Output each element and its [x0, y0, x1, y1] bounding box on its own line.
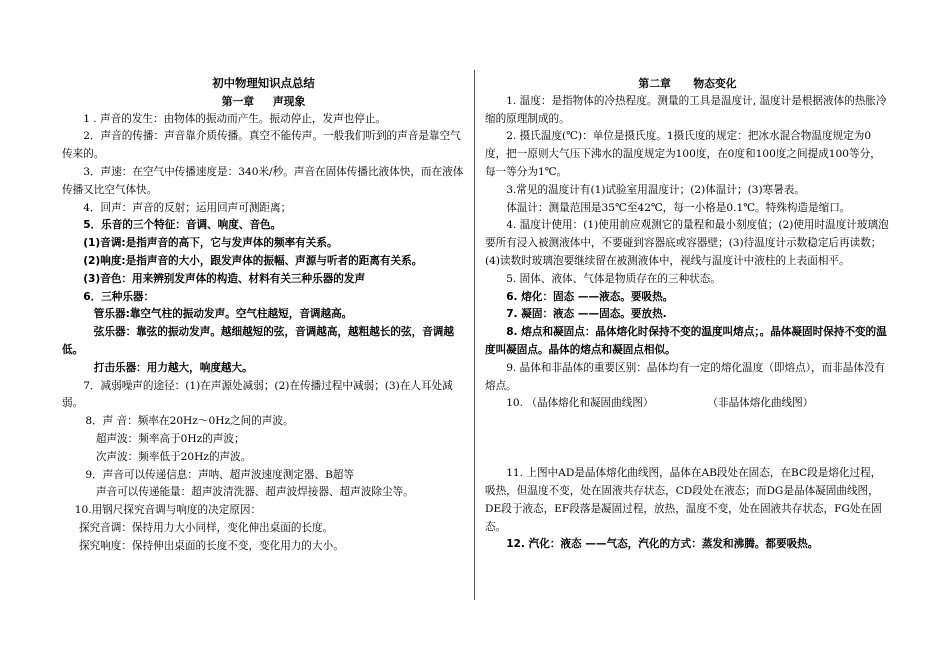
item-curve-explanation: 11. 上图中AD是晶体熔化曲线图，晶体在AB段处在固态，在BC段是熔化过程，吸热，但温度不变，处在固液共存状态，CD段处在液态；而DG是晶体凝固曲线图，DE段于液态，EF段落是凝固过程，放热，温度不变，处在固液共存状态，FG处在固态。: [485, 467, 882, 533]
document-title: 初中物理知识点总结: [212, 76, 315, 90]
item-sound-origin: 1 . 声音的发生：由物体的振动而产生。振动停止，发声也停止。: [83, 112, 387, 125]
item-sound-frequency: 8．声 音：频率在20Hz～0Hz之间的声波。: [85, 415, 294, 428]
item-crystal-difference: 9. 晶体和非晶体的重要区别：晶体均有一定的熔化温度（即熔点），而非晶体没有熔点。: [485, 361, 886, 392]
item-wind-instrument: 管乐器:靠空气柱的振动发声。空气柱越短，音调越高。: [93, 308, 353, 321]
chapter-2-heading: 第二章 物态变化: [638, 77, 737, 90]
item-explore-pitch: 探究音调：保持用力大小同样，变化伸出桌面的长度。: [78, 521, 334, 534]
item-ruler-experiment: 10.用钢尺探究音调与响度的决定原因：: [74, 504, 262, 517]
item-melting-point: 8. 熔点和凝固点：晶体熔化时保持不变的温度叫熔点；。晶体凝固时保持不变的温度叫凝固点。晶体的熔点和凝固点相似。: [485, 326, 887, 356]
item-melting: 6. 熔化：固态 ——液态。要吸热。: [506, 290, 674, 303]
item-string-instrument: 弦乐器：靠弦的振动发声。越细越短的弦，音调越高，越粗越长的弦，音调越低。: [62, 326, 454, 356]
column-divider: [474, 70, 475, 600]
item-thermometer-usage: 4. 温度计使用：(1)使用前应观测它的量程和最小刻度值；(2)使用时温度计玻璃泡要所有浸入被测液体中，不要碰到容器底或容器壁；(3)待温度计示数稳定后再读数；(4)读数时玻璃泡要继续留在被测液体中，视线与温度计中液柱的上表面相平。: [485, 219, 889, 267]
chapter-1-heading: 第一章 声现象: [221, 94, 306, 108]
item-solidification: 7. 凝固：液态 ——固态。要放热.: [506, 308, 667, 321]
item-states-of-matter: 5. 固体、液体、气体是物质存在的三种状态。: [506, 272, 721, 285]
item-thermometer-types: 3.常见的温度计有(1)试验室用温度计；(2)体温计；(3)寒暑表。: [506, 183, 805, 196]
item-temperature: 1. 温度：是指物体的冷热程度。测量的工具是温度计, 温度计是根据液体的热胀冷缩的原理制成的。: [485, 94, 887, 125]
item-sound-propagation: 2．声音的传播：声音靠介质传播。真空不能传声。一般我们听到的声音是靠空气传来的。: [62, 130, 461, 161]
figure-placeholder: [485, 413, 890, 465]
item-loudness: (2)响度:是指声音的大小，跟发声体的振幅、声源与听者的距离有关系。: [83, 254, 423, 267]
item-curve-captions: 10. （晶体熔化和凝固曲线图） （非晶体熔化曲线图）: [506, 397, 814, 410]
left-column: [62, 75, 465, 556]
item-sound-energy: 声音可以传递能量：超声波清洗器、超声波焊接器、超声波除尘等。: [95, 486, 414, 499]
item-echo: 4．回声：声音的反射；运用回声可测距离；: [83, 201, 292, 214]
item-ultrasound: 超声波：频率高于0Hz的声波；: [95, 432, 245, 445]
item-three-instruments: 6．三种乐器：: [83, 290, 155, 303]
item-pitch: (1)音调:是指声音的高下，它与发声体的频率有关系。: [83, 237, 338, 250]
item-explore-loudness: 探究响度：保持伸出桌面的长度不变，变化用力的大小。: [78, 539, 344, 552]
item-sound-speed: 3．声速：在空气中传播速度是：340米/秒。声音在固体传播比液体快，而在液体传播又比空气体快。: [62, 165, 464, 196]
item-timbre: (3)音色：用来辨别发声体的构造、材料有关三种乐器的发声: [83, 272, 366, 285]
item-tone-features: 5．乐音的三个特征：音调、响度、音色。: [83, 219, 282, 232]
right-column: [485, 75, 890, 554]
item-percussion-instrument: 打击乐器：用力越大，响度越大。: [93, 361, 253, 374]
item-infrasound: 次声波：频率低于20Hz的声波。: [95, 450, 252, 463]
item-noise-reduction: 7．减弱噪声的途径：(1)在声源处减弱；(2)在传播过程中减弱；(3)在人耳处减弱。: [62, 379, 453, 410]
item-sound-information: 9．声音可以传递信息：声呐、超声波速度测定器、B超等: [85, 468, 355, 481]
item-clinical-thermometer: 体温计：测量范围是35℃至42℃，每一小格是0.1℃。特殊构造是缩口。: [506, 201, 851, 214]
item-vaporization: 12. 汽化：液态 ——气态，汽化的方式：蒸发和沸腾。都要吸热。: [506, 538, 819, 551]
item-celsius: 2. 摄氏温度(℃)：单位是摄氏度。1摄氏度的规定：把冰水混合物温度规定为0度，把一原则大气压下沸水的温度规定为100度，在0度和100度之间提成100等分，每一等分为1℃。: [485, 130, 881, 178]
